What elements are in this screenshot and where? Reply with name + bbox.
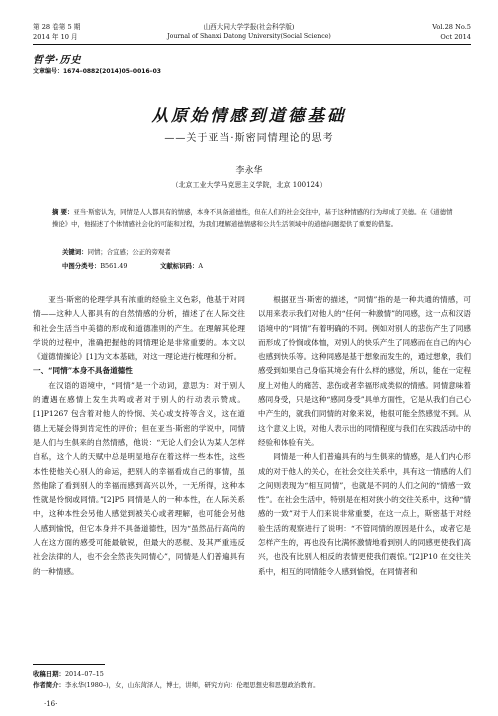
abstract-label: 摘 要： xyxy=(52,208,74,216)
keywords xyxy=(62,246,171,258)
right-paragraph-2: 同情是一种人们普遍具有的与生俱来的情感，是人们内心形成的对于他人的关心，在社会交往关系中，具有这一情感的人们之间则表现为“相互同情”，也就是不同的人们之间的“情感一致性”。在社会生活中，特别是在相对狭小的交往关系中，这种“情感的一致”对于人们来说非常重要，在这一点上，斯密基于对经验生活的观察进行了说明：“不管同情的原因是什么，或者它是怎样产生的，再也没有比满怀激情地看到别人的同感更使我们高兴，也没有比别人相反的表情更使我们震惊。”[2]P10 在交往关系中，相互的同情能令人感到愉悦，在同情者和 xyxy=(258,452,471,576)
received-label: 收稿日期： xyxy=(33,670,65,678)
left-paragraph-1: 亚当·斯密的伦理学具有浓重的经验主义色彩，他基于对同情——这种人人都具有的自然情感的分析，描述了在人际交往和社会生活当中美德的形成和道德准则的产生。在理解其伦理学说的过程中，准确把握他的同情理论是非常重要的。本文以《道德情操论》[1]为文本基础，对这一理论进行梳理和分析。 xyxy=(33,295,245,362)
header-vol: Vol.28 No.5 xyxy=(432,23,471,31)
clc-number xyxy=(62,260,127,272)
right-column xyxy=(258,293,471,579)
header-date: 2014 年 10 月 xyxy=(33,33,78,41)
article-title: 从原始情感到道德基础 xyxy=(151,106,347,125)
keywords-label: 关键词： xyxy=(62,248,88,256)
header-journal-en: Journal of Shanxi Datong University(Social Science) xyxy=(167,33,331,40)
received-value: 2014–07–15 xyxy=(64,670,104,678)
header-issue: 第 28 卷第 5 期 xyxy=(33,23,81,31)
article-id: 文章编号：1674–0882(2014)05–0016–03 xyxy=(33,68,161,75)
section-heading-1: 一、“同情”本身不具备道德性 xyxy=(33,366,133,376)
doc-label: 文献标识码： xyxy=(160,262,199,270)
doc-code xyxy=(160,260,203,272)
keywords-text: 同情；合宜感；公正的旁观者 xyxy=(87,248,171,256)
page-number: ·16· xyxy=(44,700,58,708)
doc-value: A xyxy=(198,262,203,270)
abstract xyxy=(52,206,454,231)
header-date-en: Oct 2014 xyxy=(440,33,471,41)
left-column xyxy=(33,293,245,579)
clc-value: B561.49 xyxy=(100,262,128,270)
header-rule xyxy=(33,44,471,45)
footnote xyxy=(33,669,473,691)
abstract-text: 亚当·斯密认为，同情是人人都具有的情感，本身不具备道德性，但在人们的社会交往中，基于这种情感的行为却成了美德。在《道德情操论》中，他描述了个体情感社会化的可能和过程，为我们理解道德情感和公共生活领域中的道德问题提供了重要的借鉴。 xyxy=(52,208,453,229)
author-affiliation: （北京工业大学马克思主义学院，北京 100124） xyxy=(171,181,327,189)
author-bio xyxy=(33,680,473,691)
right-paragraph-1: 根据亚当·斯密的描述，“同情”指的是一种共通的情感，可以用来表示我们对他人的“任何一种激情”的同感，这一点和汉语语境中的“同情”有着明确的不同。例如对别人的悲伤产生了同感而形成了怜悯或体恤，对别人的快乐产生了同感而在自己的内心也感到快乐等。这种同感是基于想象而发生的，通过想象，我们感受到如果自己身临其境会有什么样的感觉，所以，能在一定程度上对他人的痛苦、悲伤或者幸福形成类似的情感。同情意味着感同身受，只是这种“感同身受”具单方面性，它是从我们自己心中产生的，就我们同情的对象来说，他很可能全然感觉不到。从这个意义上说，对他人表示出的同情程度与我们在实践活动中的经验和体验有关。 xyxy=(258,295,471,447)
section-label: 哲学·历史 xyxy=(33,55,82,66)
author-name: 李永华 xyxy=(235,166,263,176)
left-paragraph-2: 在汉语的语境中，“同情”是一个动词，意思为：对于别人的遭遇在感情上发生共鸣或者对于别人的行动表示赞成。[1]P1267 包含着对他人的怜悯、关心或支持等含义，这在道德上无疑会得到肯定性的评价；但在亚当·斯密的学说中，同情是人们与生俱来的自然情感，他说：“无论人们会认为某人怎样自私，这个人的天赋中总是明显地存在着这样一些本性，这些本性使他关心别人的命运，把别人的幸福看成自己的事情，虽然他除了看到别人的幸福而感到高兴以外，一无所得，这种本性就是怜悯或同情。”[2]P5 同情是人的一种本性，在人际关系中，这种本性会另他人感觉到被关心或者理解，也可能会另他人感到愉悦，但它本身并不具备道德性，因为“虽然品行高尚的人在这方面的感受可能最敏锐，但最大的恶棍、及其严重违反社会法律的人，也不会全然丧失同情心”，同情是人们普遍具有的一种情感。 xyxy=(33,380,245,576)
footnote-rule xyxy=(33,664,105,665)
author-bio-text: 李永华(1980–)，女，山东菏泽人，博士，讲师，研究方向：伦理思想史和思想政治教育。 xyxy=(64,681,320,689)
received-date xyxy=(33,669,473,680)
author-bio-label: 作者简介： xyxy=(33,681,65,689)
clc-label: 中图分类号： xyxy=(62,262,101,270)
article-subtitle: ——关于亚当·斯密同情理论的思考 xyxy=(164,133,334,144)
header-journal-cn: 山西大同大学学报(社会科学版) xyxy=(203,23,295,31)
